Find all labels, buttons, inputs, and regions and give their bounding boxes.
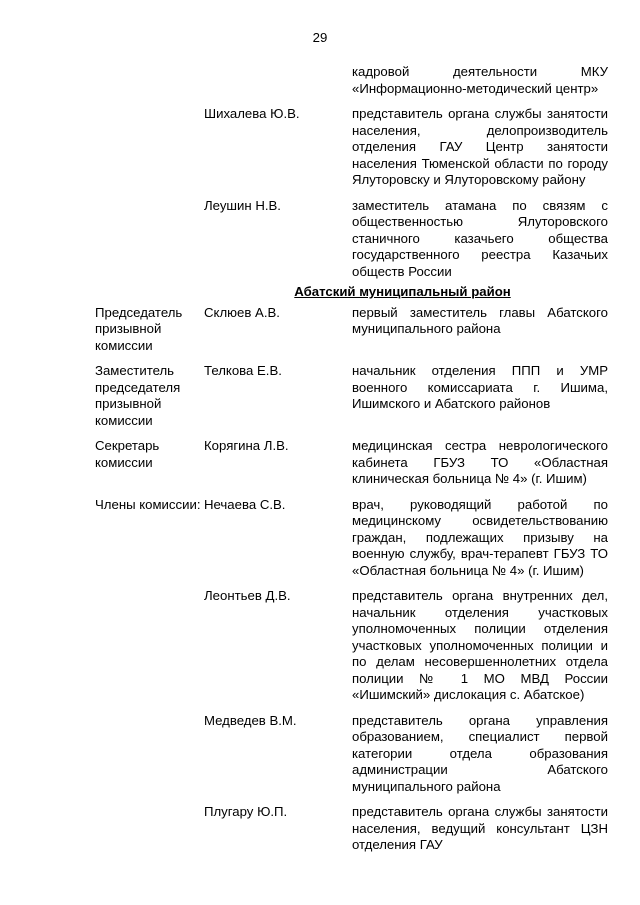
- role-cell: [95, 713, 204, 796]
- description-cell: начальник отделения ППП и УМР военного комиссариата г. Ишима, Ишимского и Абатского районов: [352, 363, 608, 411]
- name-cell: Леонтьев Д.В.: [204, 588, 291, 603]
- description-cell: представитель органа управления образованием, специалист первой категории отдела образования администрации Абатского муниципального района: [352, 712, 608, 794]
- description-cell: представитель органа внутренних дел, начальник отделения участковых уполномоченных полиции отделения участковых уполномоченных полиции и по делам несовершеннолетних отдела полиции № 1 МО МВД России «Ишимский» дислокация с. Абатское): [352, 588, 608, 702]
- role-cell: [95, 804, 204, 854]
- commission-list: [95, 64, 608, 863]
- name-cell: Телкова Е.В.: [204, 363, 282, 378]
- role-cell: Секретарь комиссии: [95, 438, 160, 470]
- member-row: [95, 438, 608, 488]
- member-row: [95, 363, 608, 429]
- member-row: [95, 305, 608, 355]
- member-row: [95, 804, 608, 854]
- role-cell: [95, 64, 204, 97]
- role-cell: Члены комиссии:: [95, 496, 201, 512]
- description-cell: первый заместитель главы Абатского муниципального района: [352, 304, 608, 336]
- name-cell: Шихалева Ю.В.: [204, 106, 300, 121]
- role-cell: [95, 588, 204, 704]
- role-cell: Заместитель председателя призывной комиссии: [95, 363, 181, 428]
- description-cell: кадровой деятельности МКУ «Информационно-методический центр»: [352, 64, 608, 96]
- member-row: [95, 106, 608, 189]
- rows-after: [95, 305, 608, 854]
- role-cell: [95, 198, 204, 281]
- member-row: [95, 64, 608, 97]
- description-cell: заместитель атамана по связям с общественностью Ялуторовского станичного казачьего общества государственного реестра Казачьих обществ России: [352, 197, 608, 279]
- name-cell: Склюев А.В.: [204, 304, 280, 320]
- role-cell: Председатель призывной комиссии: [95, 304, 183, 353]
- member-row: [95, 588, 608, 704]
- name-cell: Нечаева С.В.: [204, 496, 286, 512]
- name-cell: Леушин Н.В.: [204, 197, 281, 213]
- role-cell: [95, 106, 204, 189]
- description-cell: медицинская сестра неврологического кабинета ГБУЗ ТО «Областная клиническая больница № 4» (г. Ишим): [352, 438, 608, 486]
- description-cell: врач, руководящий работой по медицинскому освидетельствованию граждан, подлежащих призыву на военную службу, врач-терапевт ГБУЗ ТО «Областная больница № 4» (г. Ишим): [352, 496, 608, 578]
- name-cell: Плугару Ю.П.: [204, 804, 288, 819]
- member-row: [95, 713, 608, 796]
- name-cell: [204, 64, 352, 97]
- member-row: [95, 497, 608, 580]
- description-cell: представитель органа службы занятости населения, делопроизводитель отделения ГАУ Центр занятости населения Тюменской области по городу Ялуторовску и Ялуторовскому району: [352, 106, 608, 187]
- name-cell: Корягина Л.В.: [204, 438, 289, 453]
- rows-before: [95, 64, 608, 280]
- member-row: [95, 198, 608, 281]
- description-cell: представитель органа службы занятости населения, ведущий консультант ЦЗН отделения ГАУ: [352, 804, 608, 852]
- page-number: 29: [312, 30, 328, 45]
- district-title: Абатский муниципальный район: [294, 284, 511, 299]
- name-cell: Медведев В.М.: [204, 712, 297, 728]
